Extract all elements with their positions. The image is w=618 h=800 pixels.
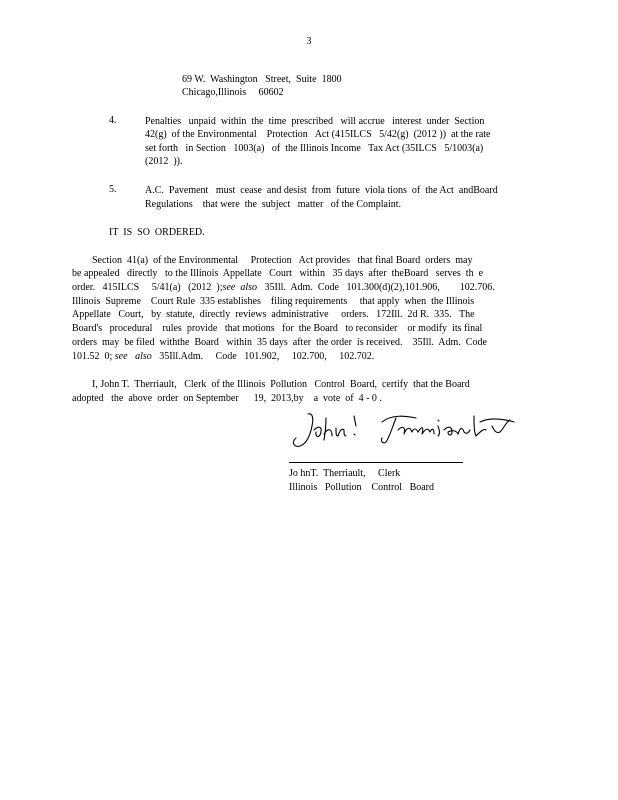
clerk-signature	[288, 408, 528, 454]
appeal-line-6: Board's procedural rules provide that motions for the Board to reconsider or modify its final	[72, 323, 483, 334]
appeal-line-5: Appellate Court, by statute, directly reviews administrative orders. 172Ill. 2d R. 335. The	[72, 309, 475, 320]
appeal-line-2: be appealed directly to the Illinois Appellate Court within 35 days after theBoard serves th e	[72, 268, 484, 279]
address-line-1: 69 W. Washington Street, Suite 1800	[182, 74, 342, 85]
appeal-line-7: orders may be filed withthe Board within 35 days after the order is received. 35Ill. Adm. Code	[72, 337, 487, 348]
item-4-line-1: Penalties unpaid within the time prescribed will accrue interest under Section	[145, 116, 485, 127]
item-5-line-2: Regulations that were the subject matter of the Complaint.	[145, 199, 402, 210]
clerk-name: Jo hnT. Therriault, Clerk	[289, 468, 401, 479]
item-number-5: 5.	[109, 184, 117, 195]
item-5-line-1: A.C. Pavement must cease and desist from future viola tions of the Act andBoard	[145, 185, 498, 196]
clerk-board: Illinois Pollution Control Board	[289, 482, 435, 493]
address-line-2: Chicago,Illinois 60602	[182, 87, 284, 98]
item-4-line-2: 42(g) of the Environmental Protection Act (415ILCS 5/42(g) (2012 )) at the rate	[145, 129, 491, 140]
item-4-line-4: (2012 )).	[145, 156, 183, 167]
appeal-line-4: Illinois Supreme Court Rule 335 establishes filing requirements that apply when the Illinois	[72, 296, 475, 307]
signature-line	[289, 462, 463, 463]
so-ordered: IT IS SO ORDERED.	[109, 227, 205, 238]
appeal-line-1: Section 41(a) of the Environmental Protection Act provides that final Board orders may	[72, 255, 473, 266]
page-number: 3	[306, 36, 312, 47]
appeal-line-8: 101.52 0; see also 35Ill.Adm. Code 101.902, 102.700, 102.702.	[72, 351, 375, 362]
certification-line-2: adopted the above order on September 19, 2013,by a vote of 4 - 0 .	[72, 393, 382, 404]
item-4-line-3: set forth in Section 1003(a) of the Illinois Income Tax Act (35ILCS 5/1003(a)	[145, 143, 484, 154]
appeal-line-3: order. 415ILCS 5/41(a) (2012 );see also 35Ill. Adm. Code 101.300(d)(2),101.906, 102.706.	[72, 282, 495, 293]
item-number-4: 4.	[109, 115, 117, 126]
certification-line-1: I, John T. Therriault, Clerk of the Illinois Pollution Control Board, certify that the Board	[72, 379, 470, 390]
